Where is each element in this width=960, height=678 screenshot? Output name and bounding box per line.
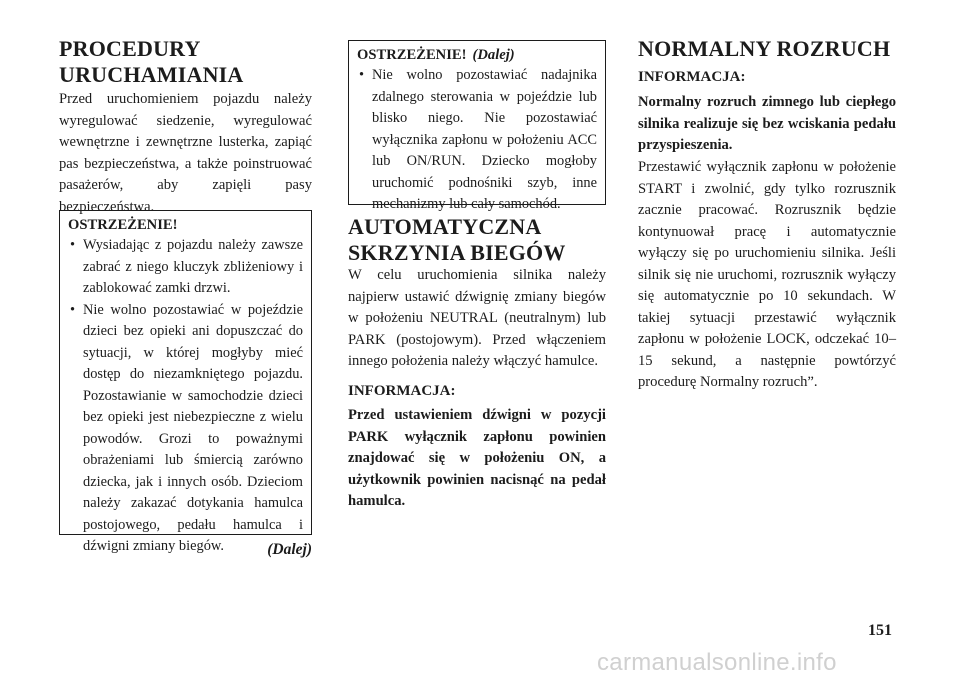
- note-text: Przed ustawieniem dźwigni w pozycji PARK wyłącznik zapłonu powinien znajdować się w położeniu ON, a użytkownik powinien nacisnąć na pedał hamulca.: [348, 407, 606, 509]
- warning-list: [68, 235, 303, 558]
- watermark: carmanualsonline.info: [597, 649, 837, 676]
- note-text: Normalny rozruch zimnego lub ciepłego silnika realizuje się bez wciskania pedału przyspieszenia.: [638, 94, 896, 153]
- warning-item: • Nie wolno pozostawiać nadajnika zdalnego sterowania w pojeździe lub blisko niego. Nie pozostawiać wyłącznika zapłonu w położeniu ACC lub ON/RUN. Dziecko mogłoby uruchomić podnośniki szyb, inne mechanizmy lub cały samochód.: [357, 65, 597, 216]
- heading-automatyczna-skrzynia: AUTOMATYCZNA SKRZYNIA BIEGÓW: [348, 214, 566, 265]
- warning-item: • Nie wolno pozostawiać w pojeździe dzieci bez opieki ani dopuszczać do sytuacji, w której mogłyby mieć dostęp do niezamkniętego pojazdu. Pozostawianie w samochodzie dzieci bez opieki jest niebezpieczne z wielu powodów. Grozi to poważnymi obrażeniami lub śmiercią zarówno dziecka, jak i innych osób. Dzieciom należy zakazać dotykania hamulca postojowego, pedału hamulca i dźwigni zmiany biegów.: [68, 300, 303, 558]
- intro-paragraph: Przed uruchomieniem pojazdu należy wyregulować siedzenie, wyregulować wewnętrzne i zewnętrzne lusterka, zapiąć pas bezpieczeństwa, a także poinstruować pasażerów, aby zapięli pasy bezpieczeństwa.: [59, 91, 312, 215]
- normal-start-paragraph: Przestawić wyłącznik zapłonu w położenie START i zwolnić, gdy tylko rozrusznik zacznie pracować. Rozrusznik będzie kontynuował pracę i automatycznie wyłączy się po uruchomieniu silnika. Jeśli silnik się nie uruchomi, rozrusznik wyłączy się automatycznie po 10 sekundach. W takiej sytuacji przestawić wyłącznik zapłonu w położenie LOCK, odczekać 10–15 sekund, a następnie powtórzyć procedurę Normalny rozruch”.: [638, 159, 896, 390]
- transmission-paragraph: W celu uruchomienia silnika należy najpierw ustawić dźwignię zmiany biegów w położeniu NEUTRAL (neutralnym) lub PARK (postojowym). Przed włączeniem innego położenia należy włączyć hamulce.: [348, 267, 606, 369]
- heading-procedury-uruchamiania: PROCEDURY URUCHAMIANIA: [59, 36, 244, 87]
- warning-title: [357, 45, 597, 65]
- heading-normalny-rozruch: NORMALNY ROZRUCH: [638, 36, 891, 61]
- warning-title: OSTRZEŻENIE!: [68, 217, 178, 233]
- continued-label: (Dalej): [267, 541, 312, 558]
- note-label: INFORMACJA:: [638, 69, 746, 85]
- warning-title-text: OSTRZEŻENIE!: [357, 47, 467, 63]
- warning-list: [357, 65, 597, 216]
- warning-item: • Wysiadając z pojazdu należy zawsze zabrać z niego kluczyk zbliżeniowy i zablokować zamki drzwi.: [68, 235, 303, 300]
- warning-box-remote: [348, 40, 606, 212]
- page-number: 151: [868, 622, 892, 639]
- warning-continued-tag: (Dalej): [472, 47, 515, 63]
- note-label: INFORMACJA:: [348, 383, 456, 399]
